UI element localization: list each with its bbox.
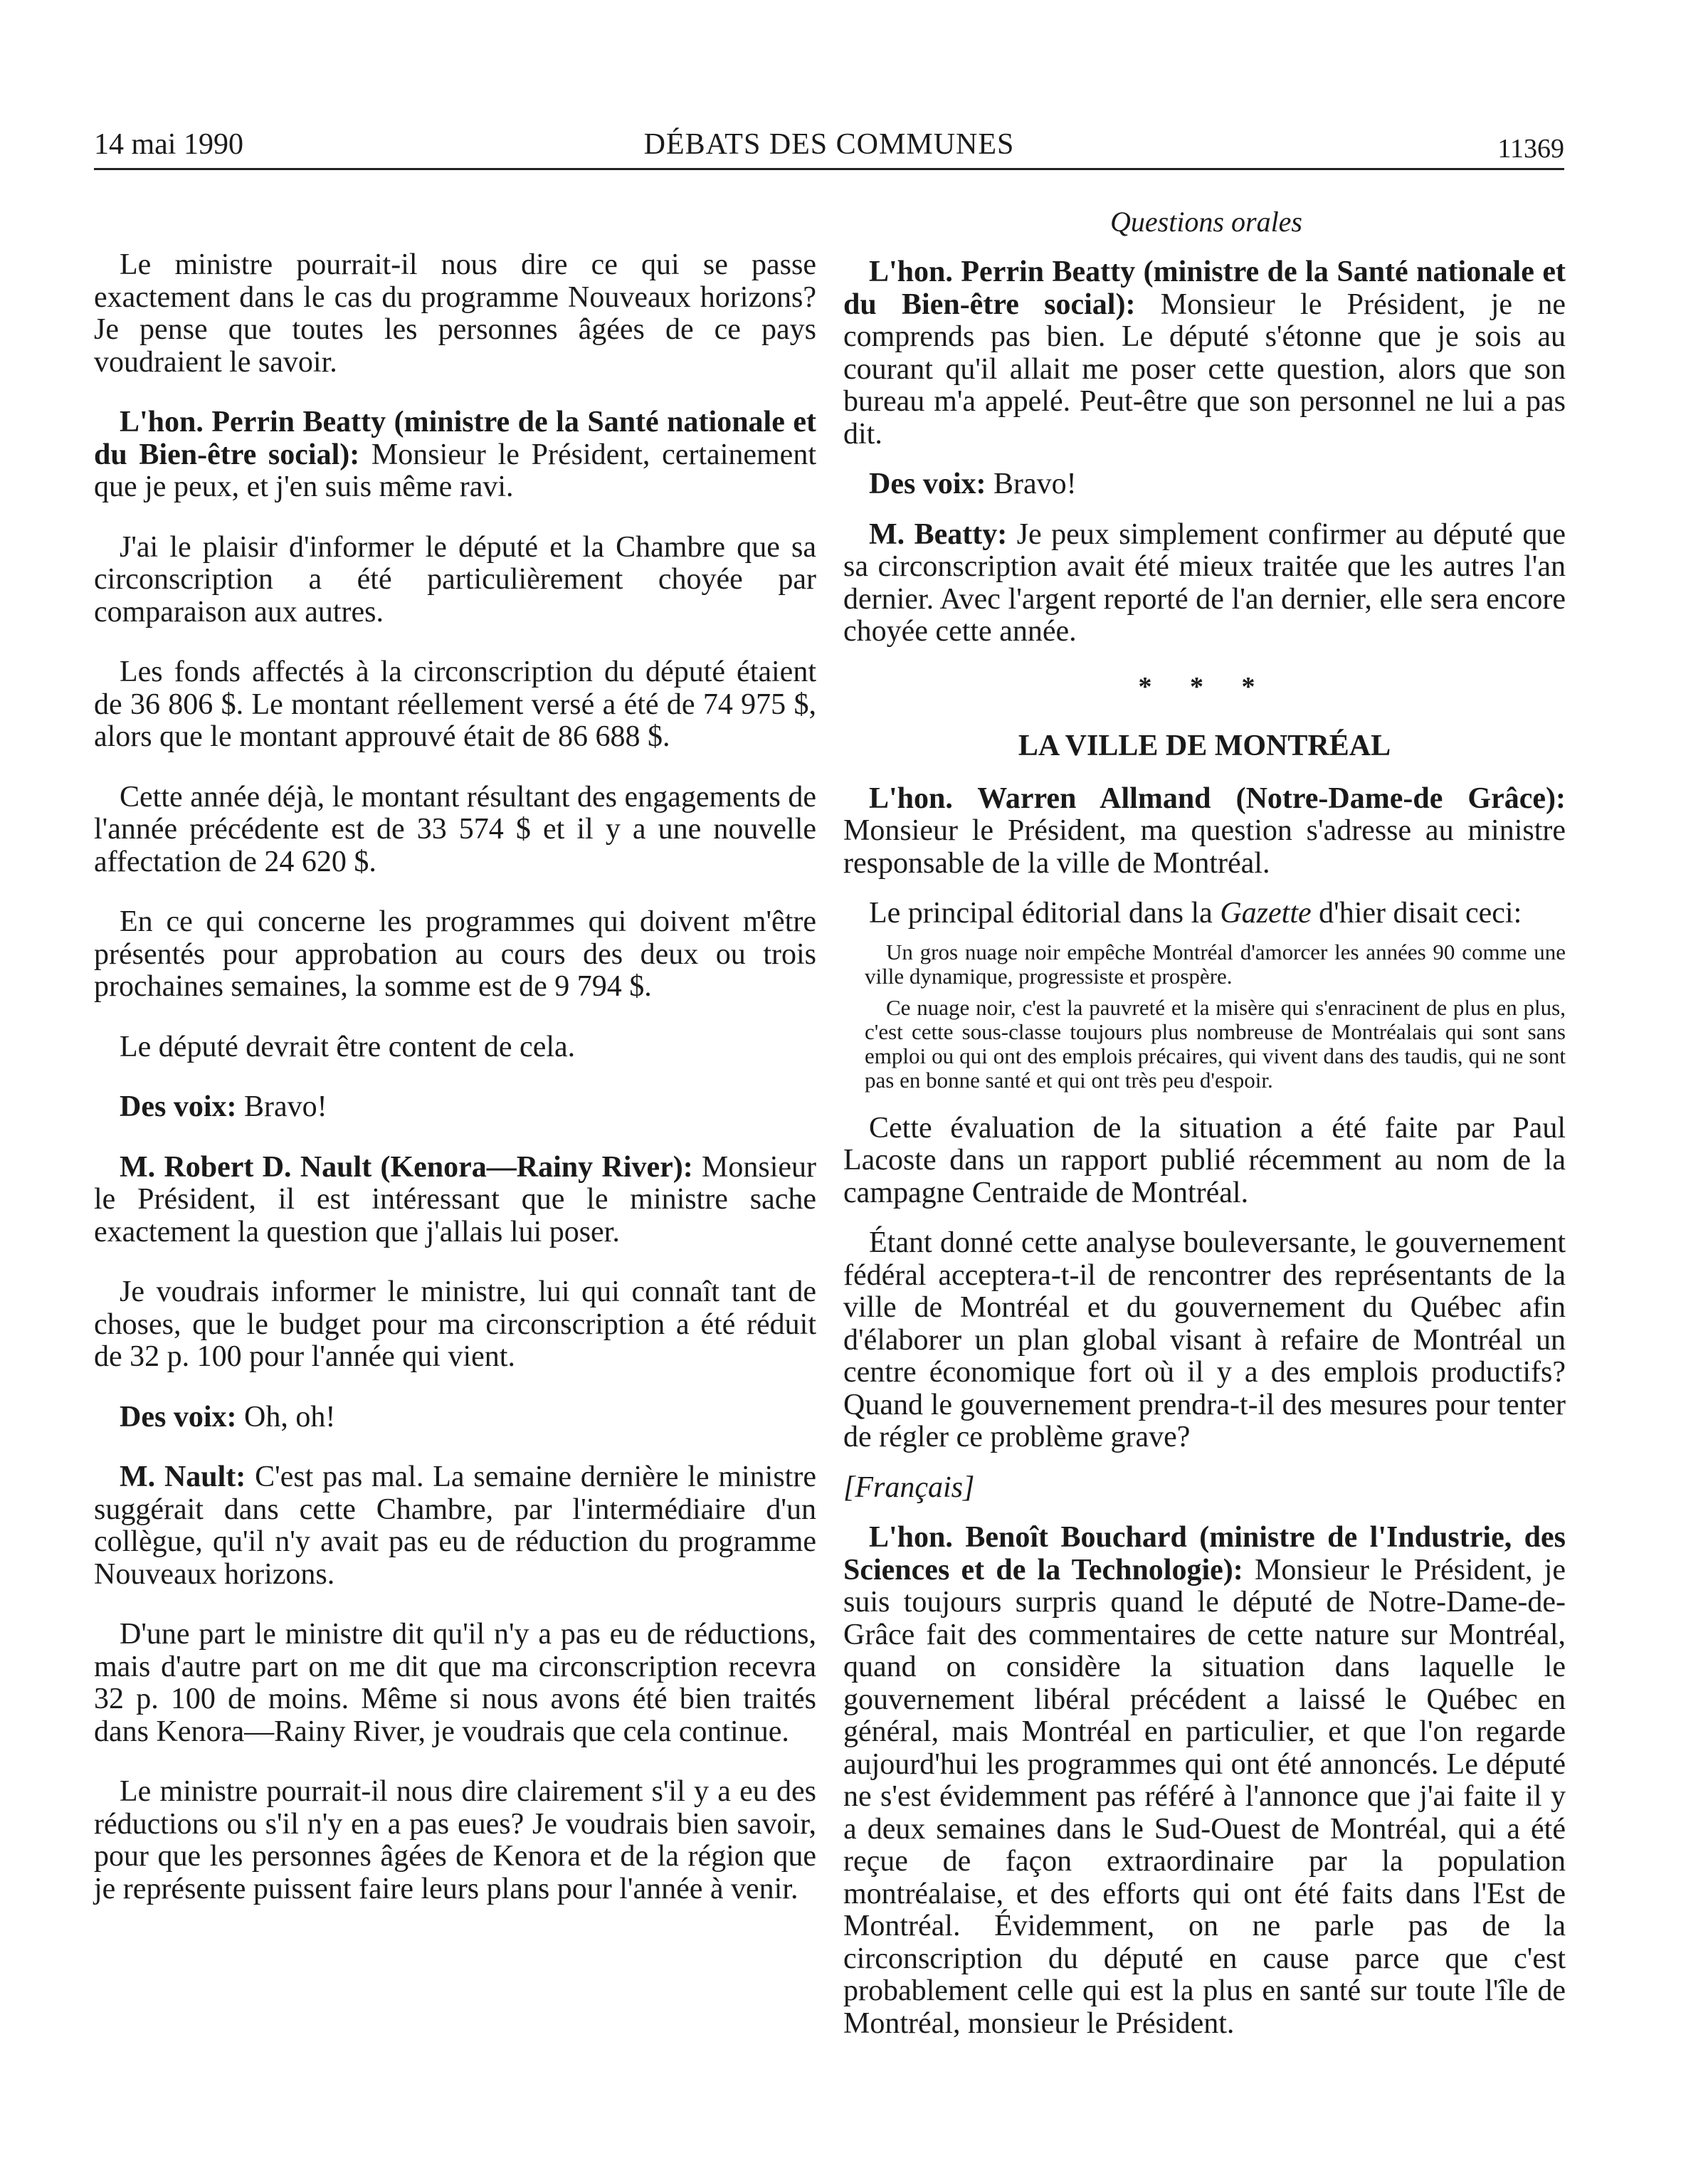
- paragraph: En ce qui concerne les programmes qui doivent m'être présentés pour approbation au cours des deux ou trois prochaines semaines, la somme est de 9 794 $.: [94, 905, 816, 1003]
- paragraph: [843, 783, 1566, 880]
- paragraph: Je voudrais informer le ministre, lui qui connaît tant de choses, que le budget pour ma circonscription a été réduit de 32 p. 100 pour l'année qui vient.: [94, 1275, 816, 1373]
- paragraph: [843, 468, 1566, 501]
- paragraph-text: Bravo!: [236, 1090, 327, 1123]
- paragraph: Le député devrait être content de cela.: [120, 1030, 576, 1063]
- paragraph-text: Monsieur le Président, je suis toujours surpris quand le député de Notre-Dame-de-Grâce fait des commentaires de cette nature sur Montréal, quand on considère la situation dans laquelle le gouvernement libéral précédent a laissé le Québec en général, mais Montréal en particulier, et que l'on regarde aujourd'hui les programmes qui ont été annoncés. Le député ne s'est évidemment pas référé à l'annonce que j'ai faite il y a deux semaines dans le Sud-Ouest de Montréal, qui a été reçue de façon extraordinaire par la population montréalaise, et des efforts qui ont été faits dans l'Est de Montréal. Évidemment, on ne parle pas de la circonscription du député en cause parce que c'est probablement celle qui est la plus en santé sur toute l'île de Montréal, monsieur le Président.: [843, 1553, 1566, 2040]
- paragraph-text: Oh, oh!: [236, 1400, 336, 1433]
- speaker-name: L'hon. Benoît Bouchard (ministre de l'Industrie, des Sciences et de la Technologie):: [843, 1521, 1566, 1587]
- speaker-name: M. Robert D. Nault (Kenora—Rainy River):: [120, 1150, 693, 1184]
- language-tag: [Français]: [843, 1471, 975, 1504]
- speaker-name: M. Nault:: [120, 1461, 246, 1493]
- paragraph: Étant donné cette analyse bouleversante, le gouvernement fédéral acceptera-t-il de rencontrer des représentants de la ville de Montréal et du gouvernement du Québec afin d'élaborer un plan global visant à refaire de Montréal un centre économique fort où il y a des emplois productifs? Quand le gouvernement prendra-t-il des mesures pour tenter de régler ce problème grave?: [843, 1226, 1566, 1453]
- paragraph: [843, 1522, 1566, 2040]
- paragraph: [94, 1152, 816, 1249]
- paragraph: [94, 1401, 816, 1434]
- header-date: 14 mai 1990: [94, 128, 243, 161]
- paragraph-text: Je peux simplement confirmer au député que sa circonscription avait été mieux traitée que les autres l'an dernier. Avec l'argent reporté de l'an dernier, elle sera encore choyée cette année.: [843, 517, 1566, 648]
- paragraph: [843, 519, 1566, 648]
- paragraph: D'une part le ministre dit qu'il n'y a pas eu de réductions, mais d'autre part on me dit que ma circonscription recevra 32 p. 100 de moins. Même si nous avons été bien traités dans Kenora—Rainy River, je voudrais que cela continue.: [94, 1618, 816, 1748]
- block-quote: Un gros nuage noir empêche Montréal d'amorcer les années 90 comme une ville dynamique, progressiste et prospère.: [865, 939, 1566, 989]
- paragraph-text: Monsieur le Président, il est intéressant que le ministre sache exactement la question que j'allais lui poser.: [94, 1150, 816, 1248]
- paragraph-text: Monsieur le Président, je ne comprends pas bien. Le député s'étonne que je sois au courant qu'il allait me poser cette question, alors que son bureau m'a appelé. Peut-être que son personnel ne lui a pas dit.: [843, 288, 1566, 451]
- paragraph-text: Bravo!: [986, 468, 1077, 500]
- paragraph: Le ministre pourrait-il nous dire ce qui se passe exactement dans le cas du programme Nouveaux horizons? Je pense que toutes les personnes âgées de ce pays voudraient le savoir.: [94, 248, 816, 379]
- page-header: [94, 127, 1564, 170]
- paragraph: Les fonds affectés à la circonscription du député étaient de 36 806 $. Le montant réellement versé a été de 74 975 $, alors que le montant approuvé était de 86 688 $.: [94, 656, 816, 753]
- speaker-name: L'hon. Perrin Beatty (ministre de la Santé nationale et du Bien-être social):: [94, 406, 816, 471]
- paragraph: [94, 1091, 816, 1124]
- block-quote: Ce nuage noir, c'est la pauvreté et la misère qui s'enracinent de plus en plus, c'est cette sous-classe toujours plus nombreuse de Montréalais qui sont sans emploi ou qui ont des emplois précaires, qui vivent dans des taudis, qui ne sont pas en bonne santé et qui ont très peu d'espoir.: [865, 994, 1566, 1093]
- speaker-name: Des voix:: [869, 468, 986, 500]
- paragraph-text: C'est pas mal. La semaine dernière le ministre suggérait dans cette Chambre, par l'intermédiaire d'un collègue, qu'il n'y avait pas eu de réduction du programme Nouveaux horizons.: [94, 1461, 816, 1591]
- header-title: DÉBATS DES COMMUNES: [643, 128, 1015, 161]
- section-label: Questions orales: [1110, 206, 1302, 238]
- paragraph: J'ai le plaisir d'informer le député et la Chambre que sa circonscription a été particulièrement choyée par comparaison aux autres.: [94, 530, 816, 628]
- paragraph: [94, 1461, 816, 1591]
- paragraph-text: d'hier disait ceci:: [1311, 897, 1522, 930]
- paragraph: Le ministre pourrait-il nous dire clairement s'il y a eu des réductions ou s'il n'y en a pas eues? Je voudrais bien savoir, pour que les personnes âgées de Kenora et de la région que je représente puissent faire leurs plans pour l'année à venir.: [94, 1775, 816, 1905]
- paragraph-text: Monsieur le Président, certainement que je peux, et j'en suis même ravi.: [94, 438, 816, 503]
- paragraph: [843, 898, 1566, 930]
- paragraph: Cette évaluation de la situation a été faite par Paul Lacoste dans un rapport publié récemment au nom de la campagne Centraide de Montréal.: [843, 1111, 1566, 1209]
- speaker-name: Des voix:: [120, 1090, 237, 1123]
- paragraph: [843, 256, 1566, 451]
- paragraph: [94, 406, 816, 504]
- paragraph: Cette année déjà, le montant résultant des engagements de l'année précédente est de 33 574 $ et il y a une nouvelle affectation de 24 620 $.: [94, 780, 816, 878]
- speaker-name: M. Beatty:: [869, 517, 1008, 551]
- right-column: [843, 256, 1566, 2040]
- speaker-name: L'hon. Perrin Beatty (ministre de la Santé nationale et du Bien-être social):: [843, 256, 1566, 321]
- paragraph-text: Le principal éditorial dans la: [869, 897, 1221, 930]
- newspaper-title: Gazette: [1220, 897, 1312, 930]
- section-heading: LA VILLE DE MONTRÉAL: [1018, 730, 1391, 762]
- left-column: [94, 249, 816, 1905]
- section-separator: * * *: [1138, 671, 1271, 702]
- speaker-name: L'hon. Warren Allmand (Notre-Dame-de Grâce):: [869, 782, 1566, 815]
- paragraph-text: Monsieur le Président, ma question s'adresse au ministre responsable de la ville de Montréal.: [843, 814, 1566, 880]
- speaker-name: Des voix:: [120, 1400, 237, 1433]
- header-page-number: 11369: [1497, 134, 1564, 164]
